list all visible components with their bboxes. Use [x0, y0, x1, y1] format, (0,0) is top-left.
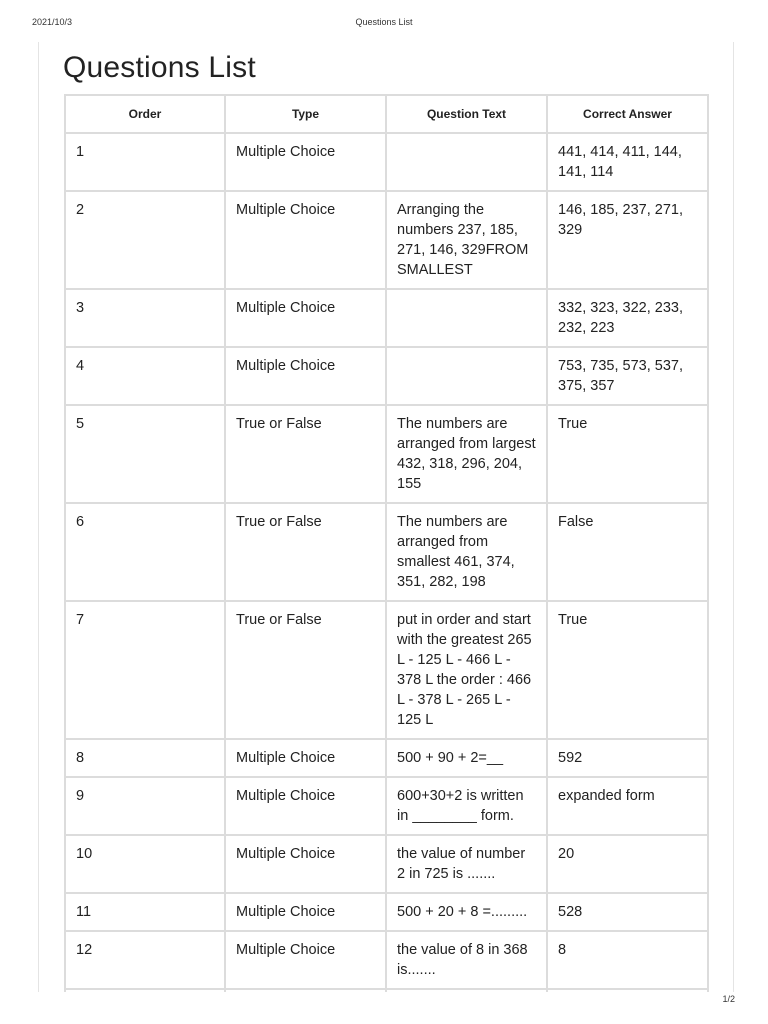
order-cell: 3 [65, 289, 225, 347]
type-cell: Multiple Choice [225, 931, 386, 989]
order-cell: 12 [65, 931, 225, 989]
column-header-question-text: Question Text [386, 95, 547, 133]
type-cell: True or False [225, 405, 386, 503]
question-text-cell: 500 + 90 + 2=__ [386, 739, 547, 777]
question-text-cell: the value of 8 in 368 is....... [386, 931, 547, 989]
correct-answer-cell: 332, 323, 322, 233, 232, 223 [547, 289, 708, 347]
table-row [65, 893, 708, 931]
type-cell: Multiple Choice [225, 739, 386, 777]
empty-cell [225, 989, 386, 992]
correct-answer-cell: True [547, 601, 708, 739]
correct-answer-cell: True [547, 405, 708, 503]
question-text-cell [386, 133, 547, 191]
page-title: Questions List [63, 51, 256, 84]
order-cell: 7 [65, 601, 225, 739]
type-cell: Multiple Choice [225, 777, 386, 835]
type-cell: True or False [225, 503, 386, 601]
table-row [65, 835, 708, 893]
correct-answer-cell: 20 [547, 835, 708, 893]
order-cell: 1 [65, 133, 225, 191]
correct-answer-cell: 528 [547, 893, 708, 931]
page-number: 1/2 [722, 994, 735, 1004]
question-text-cell: 600+30+2 is written in ________ form. [386, 777, 547, 835]
order-cell: 8 [65, 739, 225, 777]
order-cell: 9 [65, 777, 225, 835]
type-cell: Multiple Choice [225, 347, 386, 405]
type-cell: Multiple Choice [225, 289, 386, 347]
type-cell: True or False [225, 601, 386, 739]
correct-answer-cell: False [547, 503, 708, 601]
table-row [65, 133, 708, 191]
questions-table [64, 94, 709, 992]
table-row [65, 191, 708, 289]
column-header-correct-answer: Correct Answer [547, 95, 708, 133]
correct-answer-cell: 441, 414, 411, 144, 141, 114 [547, 133, 708, 191]
question-text-cell: the value of number 2 in 725 is ....... [386, 835, 547, 893]
table-row [65, 347, 708, 405]
empty-cell [547, 989, 708, 992]
column-header-order: Order [65, 95, 225, 133]
order-cell: 5 [65, 405, 225, 503]
correct-answer-cell: 146, 185, 237, 271, 329 [547, 191, 708, 289]
empty-cell [386, 989, 547, 992]
order-cell: 2 [65, 191, 225, 289]
table-row [65, 989, 708, 992]
correct-answer-cell: 753, 735, 573, 537, 375, 357 [547, 347, 708, 405]
correct-answer-cell: 8 [547, 931, 708, 989]
table-row [65, 739, 708, 777]
empty-cell [65, 989, 225, 992]
table-row [65, 503, 708, 601]
question-text-cell [386, 347, 547, 405]
document-page [38, 42, 734, 992]
table-row [65, 777, 708, 835]
question-text-cell [386, 289, 547, 347]
type-cell: Multiple Choice [225, 893, 386, 931]
question-text-cell: The numbers are arranged from smallest 461, 374, 351, 282, 198 [386, 503, 547, 601]
order-cell: 6 [65, 503, 225, 601]
type-cell: Multiple Choice [225, 835, 386, 893]
question-text-cell: The numbers are arranged from largest 432, 318, 296, 204, 155 [386, 405, 547, 503]
order-cell: 4 [65, 347, 225, 405]
print-header-title: Questions List [355, 17, 413, 27]
type-cell: Multiple Choice [225, 133, 386, 191]
order-cell: 11 [65, 893, 225, 931]
order-cell: 10 [65, 835, 225, 893]
question-text-cell: Arranging the numbers 237, 185, 271, 146, 329FROM SMALLEST [386, 191, 547, 289]
table-row [65, 601, 708, 739]
correct-answer-cell: expanded form [547, 777, 708, 835]
type-cell: Multiple Choice [225, 191, 386, 289]
question-text-cell: put in order and start with the greatest 265 L - 125 L - 466 L - 378 L the order : 466 L - 378 L - 265 L - 125 L [386, 601, 547, 739]
correct-answer-cell: 592 [547, 739, 708, 777]
table-header-row [65, 95, 708, 133]
table-row [65, 405, 708, 503]
print-date: 2021/10/3 [32, 17, 73, 27]
table-row [65, 289, 708, 347]
table-row [65, 931, 708, 989]
column-header-type: Type [225, 95, 386, 133]
print-header [0, 17, 768, 29]
question-text-cell: 500 + 20 + 8 =......... [386, 893, 547, 931]
